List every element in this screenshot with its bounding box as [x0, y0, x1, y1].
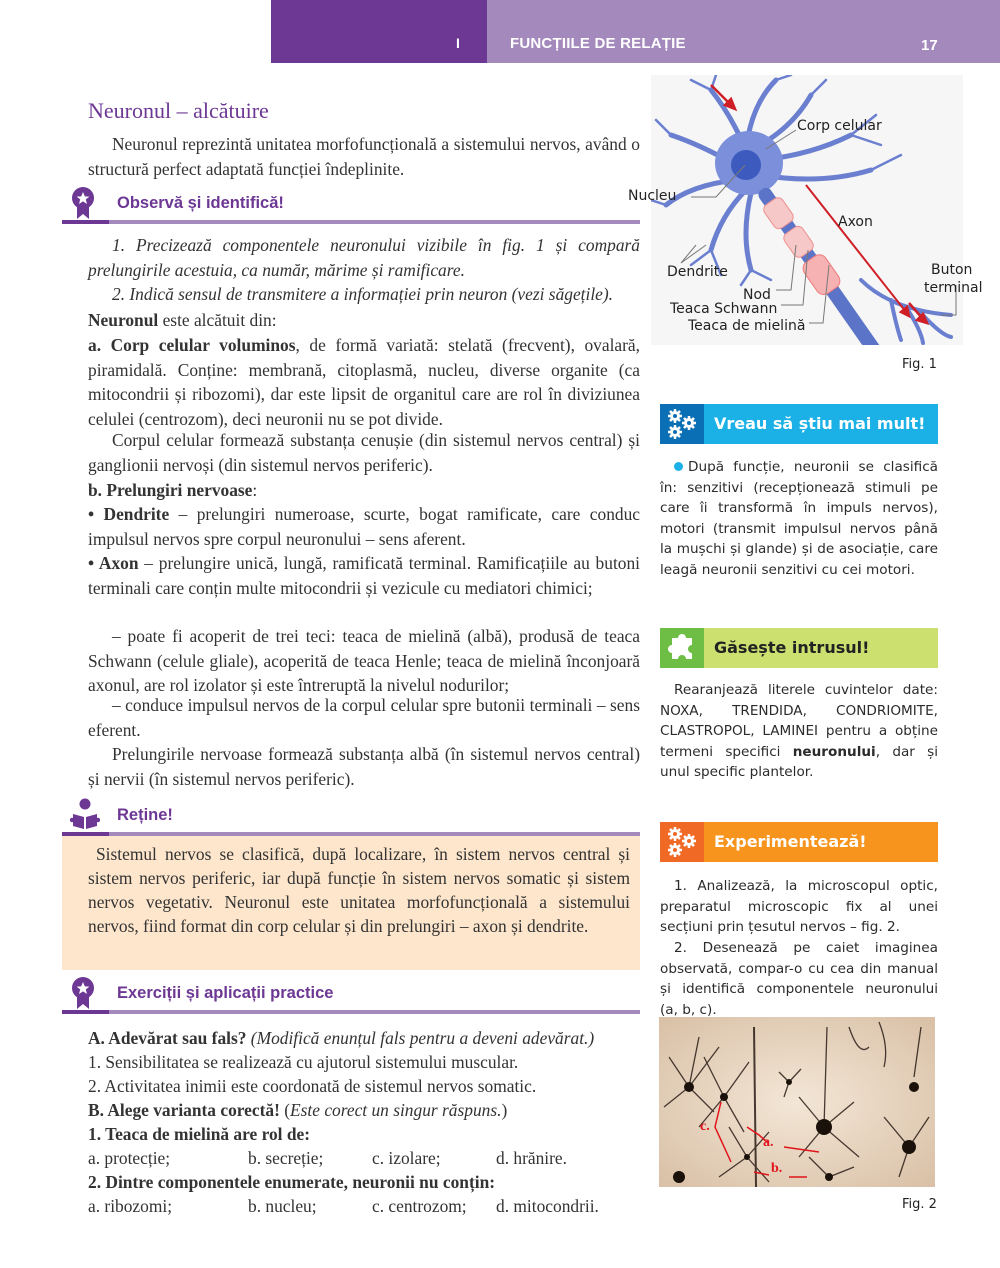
option: c. izolare; — [372, 1148, 441, 1168]
option: a. protecție; — [88, 1148, 171, 1168]
bullet-icon — [674, 462, 683, 471]
axon-teci: – poate fi acoperit de trei teci: teaca de mielină (albă), produsă de teaca Schwann (celule gliale), acoperită de teaca Henle; teaca de mielină înconjoară axonul, are rol izolator și este întreruptă la nivelul nodurilor; — [88, 626, 640, 695]
gaseste-text: Rearanjează literele cuvintelor date: NOXA, TRENDIDA, CONDRIOMITE, CLASTROPOL, LAMINEI pentru a obține termeni specifici neuronului, dar și unul specific plantelor. — [660, 682, 938, 780]
box-heading: Vreau să știu mai mult! — [714, 414, 926, 433]
label-buton: Buton — [931, 262, 973, 278]
section-retine — [62, 798, 640, 836]
option: b. secreție; — [248, 1148, 324, 1168]
reader-icon — [70, 798, 100, 832]
section-heading: Reține! — [117, 806, 173, 824]
structure-lead: Neuronul este alcătuit din: — [88, 310, 277, 330]
box-experimenteaza — [660, 822, 938, 862]
label-terminal: terminal — [924, 280, 983, 296]
label-teaca-schwann: Teaca Schwann — [670, 301, 778, 317]
gears-icon — [660, 404, 704, 444]
gears-icon — [660, 822, 704, 862]
axon-conducere: – conduce impulsul nervos de la corpul celular spre butonii terminali – sens eferent. — [88, 695, 640, 740]
figure-1-caption: Fig. 1 — [902, 357, 937, 372]
corp-celular-paragraph: a. Corp celular voluminos, de formă variată: stelată (frecvent), ovalară, piramidală. Conține: membrană, citoplasmă, nucleu, diverse organite (ca mitocondrii și ribozomi), dar este lipsit de organitul care are rol în diviziunea celulei (centrozom), deci neuronii nu se pot divide. — [88, 335, 641, 429]
option: c. centrozom; — [372, 1196, 467, 1216]
section-exercitii — [62, 976, 640, 1014]
box-gaseste-intrusul — [660, 628, 938, 668]
intro-paragraph: Neuronul reprezintă unitatea morfofuncțională a sistemului nervos, având o structură perfect adaptată funcției îndeplinite. — [88, 134, 640, 179]
retine-box — [62, 836, 640, 970]
section-heading: Observă și identifică! — [117, 194, 284, 212]
award-ribbon-icon — [70, 976, 96, 1010]
vreau-text: După funcție, neuronii se clasifică în: senzitivi (recepționează stimuli pe care îi transformă în impuls nervos), motori (transmit impulsul nervos până la mușchi și glande) și de asociație, care leagă neuronii senzitivi cu cei motori. — [660, 459, 938, 578]
observa-question-2: 2. Indică sensul de transmitere a informației prin neuron (vezi săgețile). — [112, 284, 614, 304]
page-title: Neuronul – alcătuire — [88, 98, 269, 123]
label-axon: Axon — [838, 214, 873, 230]
axon-paragraph: • Axon – prelungire unică, lungă, ramificată terminal. Ramificațiile au butoni terminali care conțin multe mitocondrii și vezicule cu mediatori chimici; — [88, 553, 640, 598]
dendrite-paragraph: • Dendrite – prelungiri numeroase, scurte, bogat ramificate, care conduc impulsul nervos spre corpul neuronului – sens aferent. — [88, 504, 641, 549]
prelungiri-substanta: Prelungirile nervoase formează substanța albă (în sistemul nervos central) și nervii (în sistemul nervos periferic). — [88, 744, 640, 789]
label-c: c. — [700, 1119, 710, 1134]
corp-celular-substanta: Corpul celular formează substanța cenușie (din sistemul nervos central) și ganglionii nervoși (din sistemul nervos periferic). — [88, 430, 640, 475]
option: d. hrănire. — [496, 1148, 567, 1168]
observa-question-1: 1. Precizează componentele neuronului vizibile în fig. 1 și compară prelungirile acestuia, ca număr, mărime și ramificare. — [88, 235, 640, 280]
puzzle-icon — [660, 628, 704, 668]
box-vreau-sa-stiu — [660, 404, 938, 444]
label-dendrite: Dendrite — [667, 264, 728, 280]
box-heading: Găsește intrusul! — [714, 638, 870, 657]
exercise-b-heading: B. Alege varianta corectă! (Este corect un singur răspuns.) — [88, 1100, 508, 1120]
section-observa — [62, 186, 640, 224]
page-number: 17 — [921, 37, 938, 54]
option: a. ribozomi; — [88, 1196, 173, 1216]
exercise-a-heading: A. Adevărat sau fals? (Modifică enunțul fals pentru a deveni adevărat.) — [88, 1028, 595, 1048]
experiment-step-1: 1. Analizează, la microscopul optic, preparatul microscopic fix al unei secțiuni prin țesutul nervos – fig. 2. — [660, 878, 938, 935]
label-nod: Nod — [743, 287, 771, 303]
chapter-number: I — [456, 35, 460, 51]
header-chapter-block — [271, 0, 487, 63]
label-b: b. — [771, 1161, 783, 1176]
exercise-a-item-2: 2. Activitatea inimii este coordonată de sistemul nervos somatic. — [88, 1076, 537, 1096]
option: b. nucleu; — [248, 1196, 317, 1216]
exercise-b1-question: 1. Teaca de mielină are rol de: — [88, 1124, 311, 1144]
label-corp-celular: Corp celular — [797, 118, 882, 134]
section-heading: Exerciții și aplicații practice — [117, 984, 334, 1002]
box-heading: Experimentează! — [714, 832, 867, 851]
award-ribbon-icon — [70, 186, 96, 220]
label-a: a. — [763, 1135, 774, 1150]
exercise-b2-question: 2. Dintre componentele enumerate, neuronii nu conțin: — [88, 1172, 496, 1192]
exercise-a-item-1: 1. Sensibilitatea se realizează cu ajutorul sistemului muscular. — [88, 1052, 519, 1072]
option: d. mitocondrii. — [496, 1196, 599, 1216]
chapter-title: FUNCȚIILE DE RELAȚIE — [510, 35, 686, 52]
label-teaca-mielina: Teaca de mielină — [688, 318, 806, 334]
figure-2-caption: Fig. 2 — [902, 1197, 937, 1212]
retine-text: Sistemul nervos se clasifică, după localizare, în sistem nervos central și sistem nervos periferic, iar după funcție în sistem nervos somatic și sistem nervos vegetativ. Neuronul este unitatea morfofuncțională a sistemului nervos, fiind format din corp celular și din prelungiri – axon și dendrite. — [88, 844, 630, 936]
micrograph-image — [659, 1017, 935, 1187]
label-nucleu: Nucleu — [628, 188, 677, 204]
prelungiri-heading: b. Prelungiri nervoase: — [88, 480, 258, 500]
experiment-step-2: 2. Desenează pe caiet imaginea observată, compar-o cu cea din manual și identifică componentele neuronului (a, b, c). — [660, 940, 938, 1018]
